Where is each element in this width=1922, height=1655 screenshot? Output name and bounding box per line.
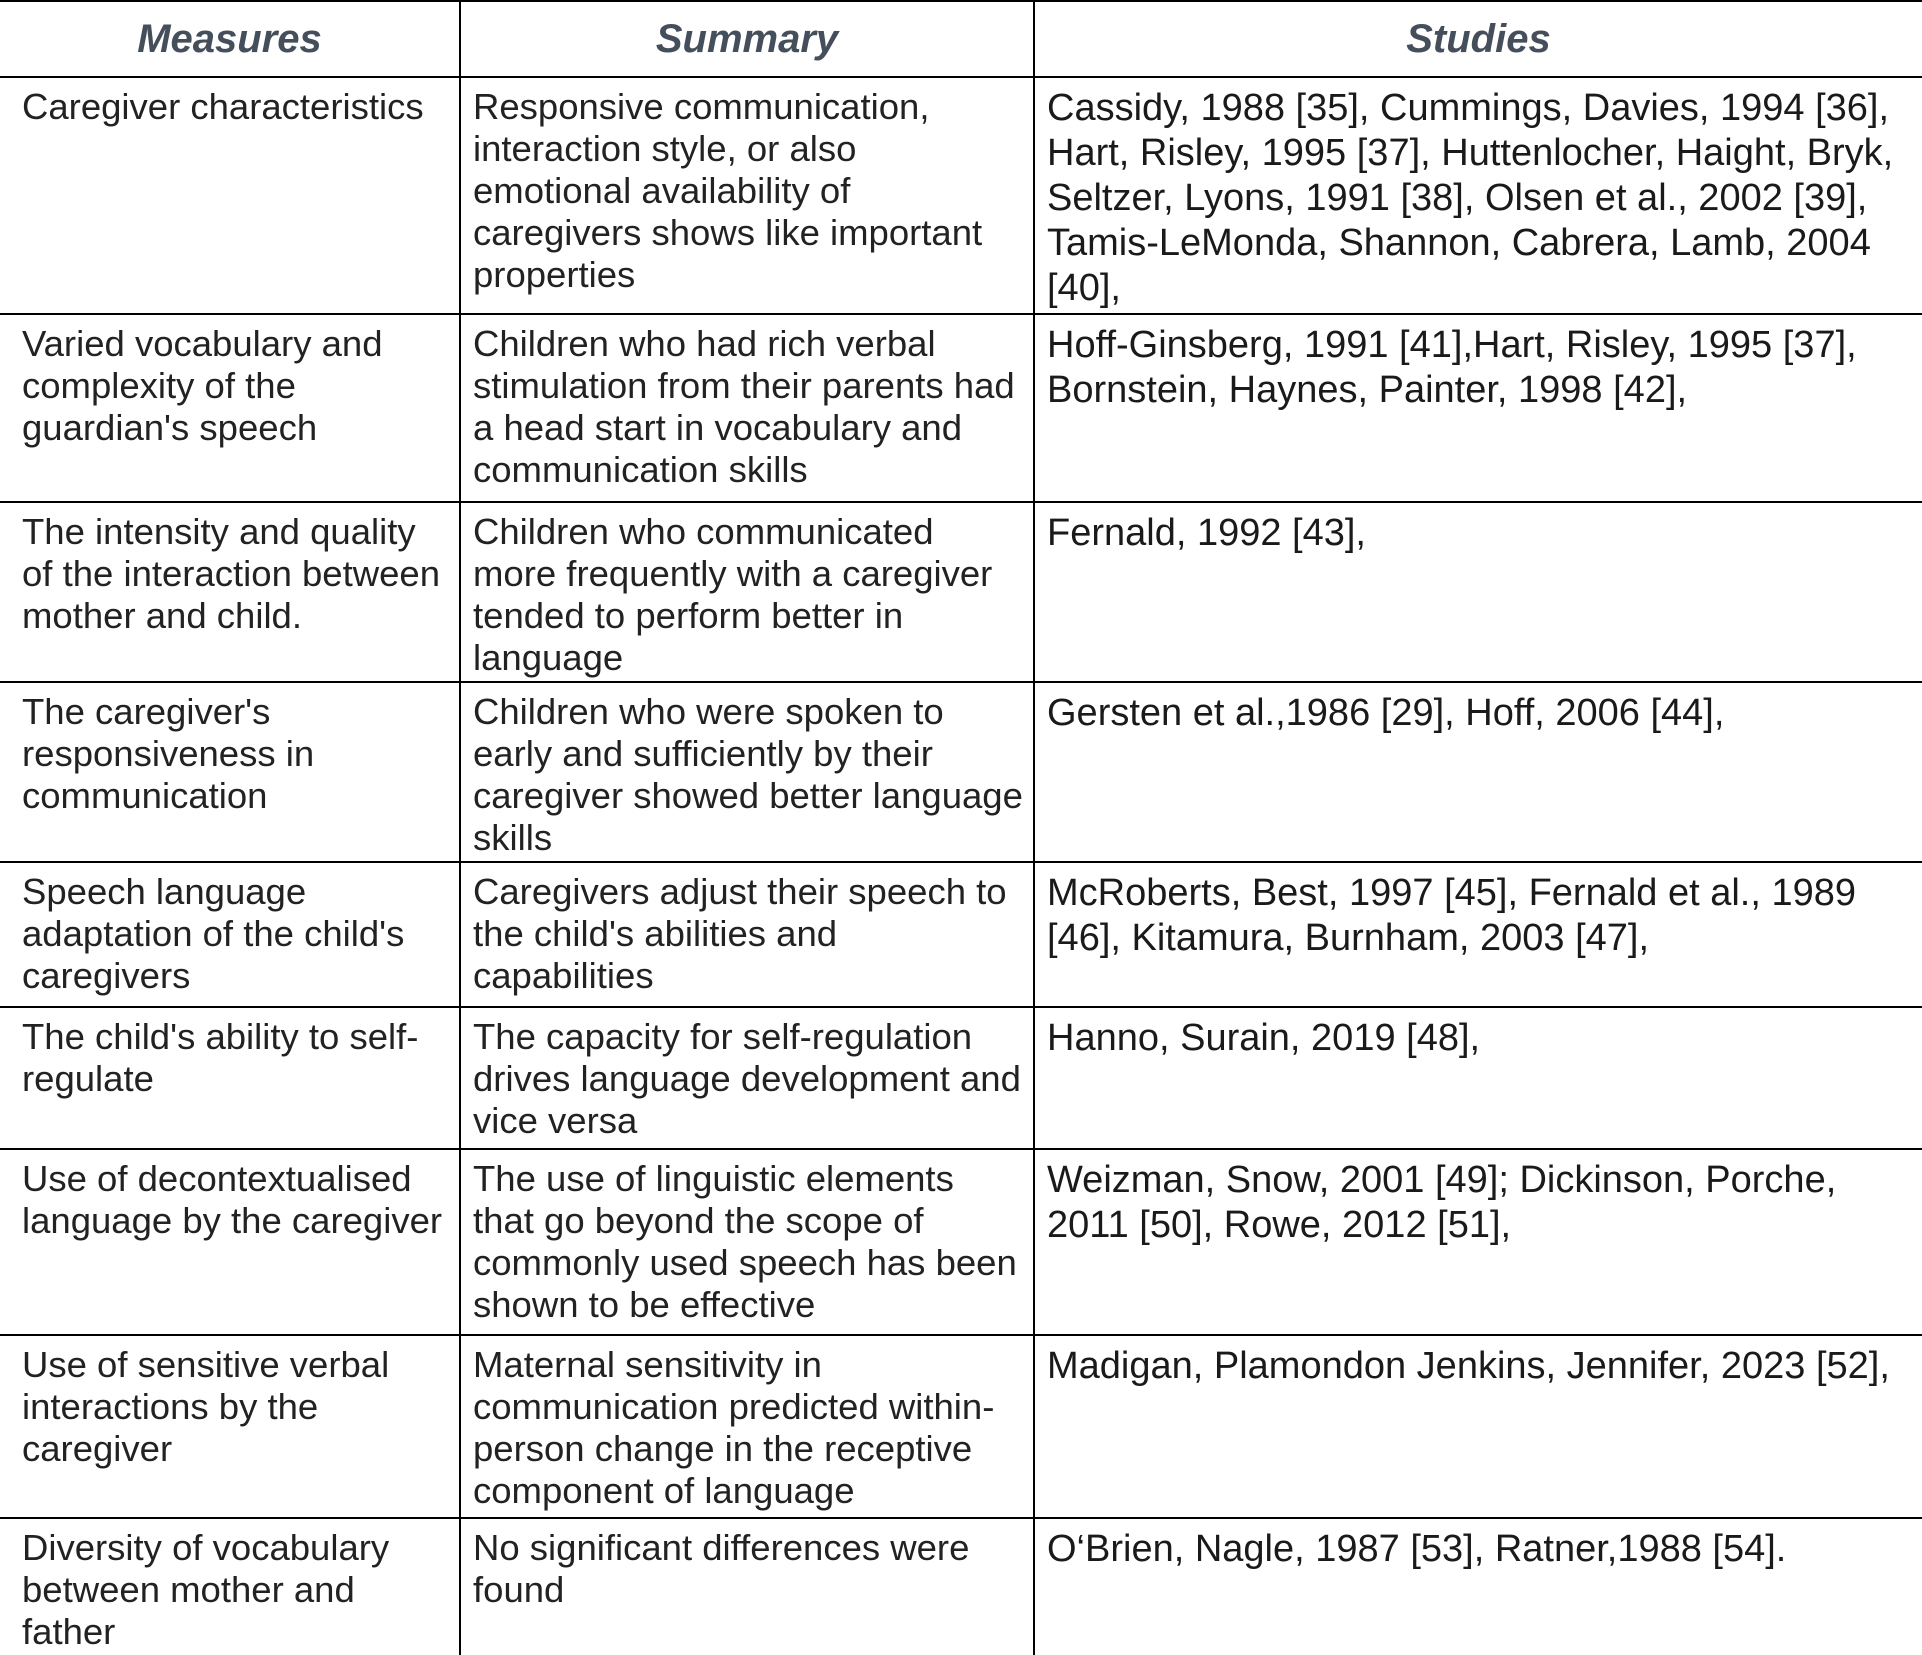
studies-cell: Fernald, 1992 [43],	[1034, 502, 1922, 682]
summary-cell: The use of linguistic elements that go beyond the scope of commonly used speech has been shown to be effective	[460, 1149, 1034, 1335]
studies-cell: Gersten et al.,1986 [29], Hoff, 2006 [44],	[1034, 682, 1922, 862]
summary-cell: Children who communicated more frequently with a caregiver tended to perform better in language	[460, 502, 1034, 682]
studies-cell: Hoff-Ginsberg, 1991 [41],Hart, Risley, 1995 [37], Bornstein, Haynes, Painter, 1998 [42],	[1034, 314, 1922, 502]
table-row	[0, 1149, 1922, 1335]
header-row	[0, 1, 1922, 77]
studies-cell: Weizman, Snow, 2001 [49]; Dickinson, Porche, 2011 [50], Rowe, 2012 [51],	[1034, 1149, 1922, 1335]
summary-cell: The capacity for self-regulation drives language development and vice versa	[460, 1007, 1034, 1149]
studies-cell: Hanno, Surain, 2019 [48],	[1034, 1007, 1922, 1149]
header-summary: Summary	[460, 1, 1034, 77]
studies-cell: Cassidy, 1988 [35], Cummings, Davies, 1994 [36], Hart, Risley, 1995 [37], Huttenlocher, Haight, Bryk, Seltzer, Lyons, 1991 [38], Olsen et al., 2002 [39], Tamis-LeMonda, Shannon, Cabrera, Lamb, 2004 [40],	[1034, 77, 1922, 314]
summary-cell: No significant differences were found	[460, 1518, 1034, 1655]
header-studies: Studies	[1034, 1, 1922, 77]
summary-cell: Maternal sensitivity in communication predicted within-person change in the receptive component of language	[460, 1335, 1034, 1518]
measure-cell: The caregiver's responsiveness in communication	[0, 682, 460, 862]
table-row	[0, 682, 1922, 862]
summary-cell: Responsive communication, interaction style, or also emotional availability of caregivers shows like important properties	[460, 77, 1034, 314]
studies-cell: O‘Brien, Nagle, 1987 [53], Ratner,1988 [54].	[1047, 1528, 1787, 1570]
table-row	[0, 314, 1922, 502]
table-row	[0, 1518, 1922, 1655]
measure-cell: The child's ability to self-regulate	[0, 1007, 460, 1149]
table-row	[0, 1335, 1922, 1518]
measure-cell: Speech language adaptation of the child's caregivers	[0, 862, 460, 1007]
table-row	[0, 862, 1922, 1007]
header-measures: Measures	[0, 1, 460, 77]
studies-cell: McRoberts, Best, 1997 [45], Fernald et al., 1989 [46], Kitamura, Burnham, 2003 [47],	[1034, 862, 1922, 1007]
measure-cell: Use of sensitive verbal interactions by the caregiver	[0, 1335, 460, 1518]
studies-cell: Madigan, Plamondon Jenkins, Jennifer, 2023 [52],	[1034, 1335, 1922, 1518]
table-row	[0, 77, 1922, 314]
summary-cell: Children who were spoken to early and sufficiently by their caregiver showed better language skills	[460, 682, 1034, 862]
measure-cell: Diversity of vocabulary between mother and father	[0, 1518, 460, 1655]
table-row	[0, 1007, 1922, 1149]
measure-cell: The intensity and quality of the interaction between mother and child.	[0, 502, 460, 682]
summary-cell: Caregivers adjust their speech to the child's abilities and capabilities	[460, 862, 1034, 1007]
summary-cell: Children who had rich verbal stimulation from their parents had a head start in vocabulary and communication skills	[460, 314, 1034, 502]
table-row	[0, 502, 1922, 682]
measure-cell: Varied vocabulary and complexity of the guardian's speech	[0, 314, 460, 502]
measure-cell: Caregiver characteristics	[0, 77, 460, 314]
measure-cell: Use of decontextualised language by the caregiver	[0, 1149, 460, 1335]
